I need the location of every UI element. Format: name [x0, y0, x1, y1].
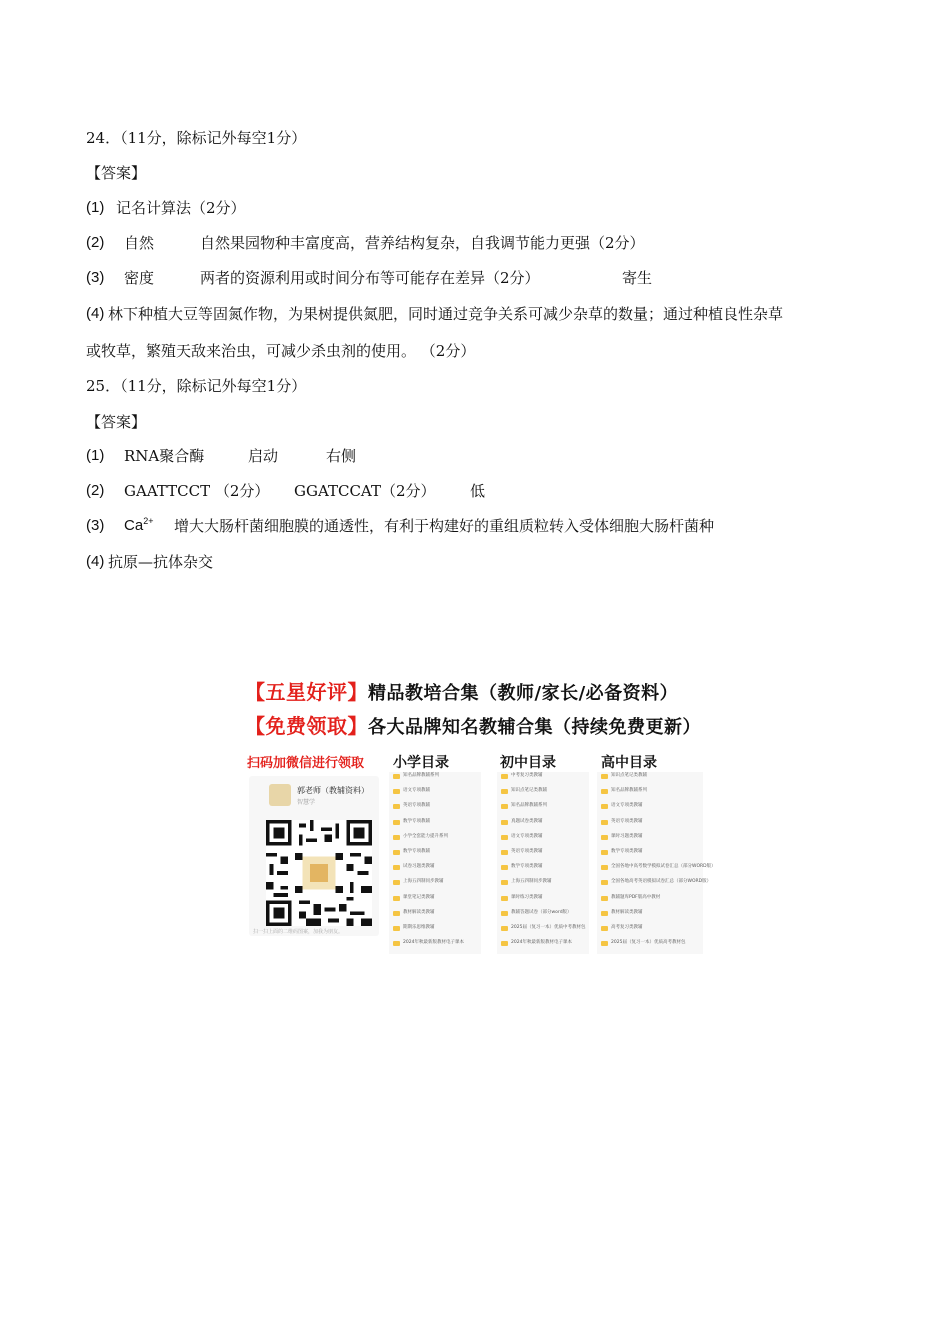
folder-icon: [501, 850, 508, 855]
catalog-item-label: 小学全套能力提升系列: [403, 833, 448, 839]
catalog-item[interactable]: [389, 909, 481, 924]
middle-catalog-list: [497, 772, 589, 954]
primary-catalog-list: [389, 772, 481, 954]
answer-blank-2: 启动: [248, 447, 279, 465]
catalog-item-label: 试卷习题类教辅: [403, 864, 435, 870]
answer-blank-3: 寄生: [622, 269, 653, 287]
catalog-item[interactable]: [597, 894, 703, 909]
part-number: (2): [86, 234, 105, 251]
catalog-item-label: 课时习题类教辅: [611, 833, 643, 839]
catalog-item-label: 上海五四制同步教辅: [511, 879, 552, 885]
answer-blank-1: GAATTCCT （2分）: [124, 482, 270, 500]
banner-line-2-text: 各大品牌知名教辅合集（持续免费更新）: [368, 717, 701, 738]
catalog-item-label: 数学专项类教辅: [611, 848, 643, 854]
folder-icon: [601, 926, 608, 931]
folder-icon: [601, 789, 608, 794]
catalog-item[interactable]: [389, 939, 481, 954]
folder-icon: [393, 835, 400, 840]
part-number: (2): [86, 482, 105, 499]
catalog-item-label: 知识点笔记类教辅: [511, 788, 547, 794]
catalog-item-label: 教材解读类教辅: [611, 909, 643, 915]
part-number: (4): [86, 305, 105, 322]
catalog-item[interactable]: [389, 848, 481, 863]
folder-icon: [393, 820, 400, 825]
middle-catalog-title: 初中目录: [500, 755, 556, 771]
q24-answer-label: 【答案】: [86, 164, 147, 182]
part-number: (1): [86, 199, 105, 216]
catalog-item-label: 数学专项教辅: [403, 848, 430, 854]
answer-blank-2: GGATCCAT（2分）: [294, 482, 436, 500]
catalog-item-label: 知识点笔记类教辅: [611, 773, 647, 778]
catalog-item[interactable]: [389, 787, 481, 802]
catalog-item-label: 数学专项类教辅: [511, 864, 543, 870]
folder-icon: [393, 941, 400, 946]
catalog-item[interactable]: [389, 772, 481, 787]
catalog-item[interactable]: [389, 894, 481, 909]
catalog-item-label: 2025届（复习一本）优质高考教材包: [611, 940, 686, 946]
answer-blank-3: 低: [470, 482, 486, 500]
catalog-item[interactable]: [389, 878, 481, 893]
folder-icon: [601, 804, 608, 809]
folder-icon: [393, 865, 400, 870]
catalog-item[interactable]: [389, 802, 481, 817]
catalog-item-label: 知名品牌教辅系列: [403, 773, 439, 778]
high-catalog-title: 高中目录: [601, 755, 657, 771]
folder-icon: [501, 865, 508, 870]
catalog-item-label: 英语专项类教辅: [611, 818, 643, 824]
folder-icon: [601, 911, 608, 916]
folder-icon: [393, 774, 400, 779]
catalog-item[interactable]: [597, 818, 703, 833]
answer-blank-2: 两者的资源利用或时间分布等可能存在差异（2分）: [200, 269, 540, 287]
part-number: (3): [86, 517, 105, 534]
qr-heading: 扫码加微信进行领取: [247, 756, 365, 771]
catalog-item[interactable]: [597, 772, 703, 787]
folder-icon: [501, 896, 508, 901]
catalog-item[interactable]: [597, 833, 703, 848]
folder-icon: [393, 896, 400, 901]
catalog-item[interactable]: [497, 772, 589, 787]
folder-icon: [393, 804, 400, 809]
catalog-item-label: 知名品牌教辅系列: [611, 788, 647, 794]
folder-icon: [601, 820, 608, 825]
catalog-item-label: 全国各地中高考数学模拟试卷汇总（部分WORD版）: [611, 864, 716, 870]
catalog-item[interactable]: [497, 894, 589, 909]
folder-icon: [501, 820, 508, 825]
folder-icon: [501, 804, 508, 809]
catalog-item-label: 期期乐思维教辅: [403, 924, 435, 930]
catalog-item[interactable]: [497, 939, 589, 954]
catalog-item-label: 2024年秋最新版教材电子课本: [511, 940, 572, 946]
answer-blank-1: $Ca^{2+}$: [124, 516, 154, 534]
catalog-item[interactable]: [389, 833, 481, 848]
catalog-item[interactable]: [597, 924, 703, 939]
catalog-item-label: 课时练习类教辅: [511, 894, 543, 900]
folder-icon: [393, 850, 400, 855]
catalog-item-label: 教辅题库PDF版高中教材: [611, 894, 661, 900]
answer-text: 林下种植大豆等固氮作物，为果树提供氮肥，同时通过竞争关系可减少杂草的数量；通过种植良性杂草: [108, 305, 784, 323]
folder-icon: [601, 941, 608, 946]
folder-icon: [501, 774, 508, 779]
catalog-item[interactable]: [389, 818, 481, 833]
answer-text: 记名计算法（2分）: [116, 199, 246, 217]
catalog-item[interactable]: [597, 909, 703, 924]
banner-line-2: [245, 710, 701, 739]
catalog-item-label: 教辅答题试卷（部分word版）: [511, 909, 572, 915]
catalog-item-label: 全国各地高考英语模拟试卷汇总（部分WORD版）: [611, 879, 712, 885]
catalog-item[interactable]: [597, 863, 716, 878]
folder-icon: [601, 850, 608, 855]
q24-header: 24．（11分，除标记外每空1分）: [86, 129, 307, 147]
catalog-item[interactable]: [389, 924, 481, 939]
catalog-item-label: 英语专项类教辅: [511, 848, 543, 854]
catalog-item[interactable]: [597, 787, 703, 802]
catalog-item[interactable]: [389, 863, 481, 878]
catalog-item-label: 上海五四制同步教辅: [403, 879, 444, 885]
catalog-item-label: 知名品牌教辅系列: [511, 803, 547, 809]
catalog-item[interactable]: [497, 909, 589, 924]
catalog-item-label: 教材解读类教辅: [403, 909, 435, 915]
catalog-item[interactable]: [597, 848, 703, 863]
contact-subtitle: 智慧学: [297, 799, 316, 806]
primary-catalog-title: 小学目录: [393, 755, 449, 771]
catalog-item[interactable]: [497, 863, 589, 878]
folder-icon: [601, 865, 608, 870]
q25-header: 25．（11分，除标记外每空1分）: [86, 377, 307, 395]
catalog-item-label: 中考复习类教辅: [511, 773, 543, 778]
catalog-item[interactable]: [597, 939, 703, 954]
banner-line-1-highlight: 【五星好评】: [245, 680, 368, 704]
wechat-card: [249, 776, 379, 936]
catalog-item[interactable]: [497, 833, 589, 848]
answer-blank-3: 右侧: [326, 447, 357, 465]
catalog-item-label: 语文专项类教辅: [511, 833, 543, 839]
folder-icon: [501, 926, 508, 931]
catalog-item[interactable]: [497, 848, 589, 863]
banner-line-1: [245, 676, 678, 705]
folder-icon: [393, 926, 400, 931]
folder-icon: [501, 911, 508, 916]
catalog-item[interactable]: [497, 924, 589, 939]
folder-icon: [393, 880, 400, 885]
catalog-item-label: 语文专项教辅: [403, 788, 430, 794]
q24-part4-line2: 或牧草，繁殖天敌来治虫，可减少杀虫剂的使用。 （2分）: [86, 342, 476, 360]
card-hint: 扫一扫上面的二维码图案，加我为朋友。: [253, 929, 344, 935]
folder-icon: [601, 835, 608, 840]
catalog-item[interactable]: [597, 878, 712, 893]
catalog-item-label: 语文专项类教辅: [611, 803, 643, 809]
catalog-item-label: 2024年秋最新版教材电子课本: [403, 940, 464, 946]
banner-line-1-text: 精品教培合集（教师/家长/必备资料）: [368, 683, 679, 704]
qr-code-icon[interactable]: [265, 820, 373, 926]
folder-icon: [501, 941, 508, 946]
folder-icon: [501, 789, 508, 794]
catalog-item-label: 高考复习类教辅: [611, 924, 643, 930]
high-catalog-list: [597, 772, 716, 954]
folder-icon: [601, 774, 608, 779]
catalog-item-label: 英语专项教辅: [403, 803, 430, 809]
folder-icon: [393, 911, 400, 916]
answer-blank-1: 密度: [124, 269, 155, 287]
folder-icon: [601, 880, 608, 885]
catalog-item[interactable]: [497, 802, 589, 817]
catalog-item-label: 真题试卷类教辅: [511, 818, 543, 824]
catalog-item[interactable]: [497, 787, 589, 802]
answer-blank-1: 自然: [124, 234, 155, 252]
answer-text: 抗原—抗体杂交: [108, 553, 214, 571]
part-number: (4): [86, 553, 105, 570]
catalog-item[interactable]: [497, 878, 589, 893]
folder-icon: [393, 789, 400, 794]
catalog-item[interactable]: [497, 818, 589, 833]
catalog-item-label: 数学专项教辅: [403, 818, 430, 824]
part-number: (3): [86, 269, 105, 286]
contact-name: 郭老师（教辅资料）: [297, 786, 369, 795]
q25-answer-label: 【答案】: [86, 413, 147, 431]
catalog-item-label: 2025届（复习一本）优质中考教材包: [511, 924, 586, 930]
catalog-item[interactable]: [597, 802, 703, 817]
promo-banner: [245, 672, 716, 946]
folder-icon: [501, 880, 508, 885]
answer-blank-2: 自然果园物种丰富度高，营养结构复杂，自我调节能力更强（2分）: [200, 234, 645, 252]
catalog-item-label: 课堂笔记类教辅: [403, 894, 435, 900]
avatar: [269, 784, 291, 806]
answer-blank-1: RNA聚合酶: [124, 447, 205, 465]
folder-icon: [501, 835, 508, 840]
answer-blank-2: 增大大肠杆菌细胞膜的通透性，有利于构建好的重组质粒转入受体细胞大肠杆菌种: [174, 517, 715, 535]
folder-icon: [601, 896, 608, 901]
banner-line-2-highlight: 【免费领取】: [245, 714, 368, 738]
part-number: (1): [86, 447, 105, 464]
